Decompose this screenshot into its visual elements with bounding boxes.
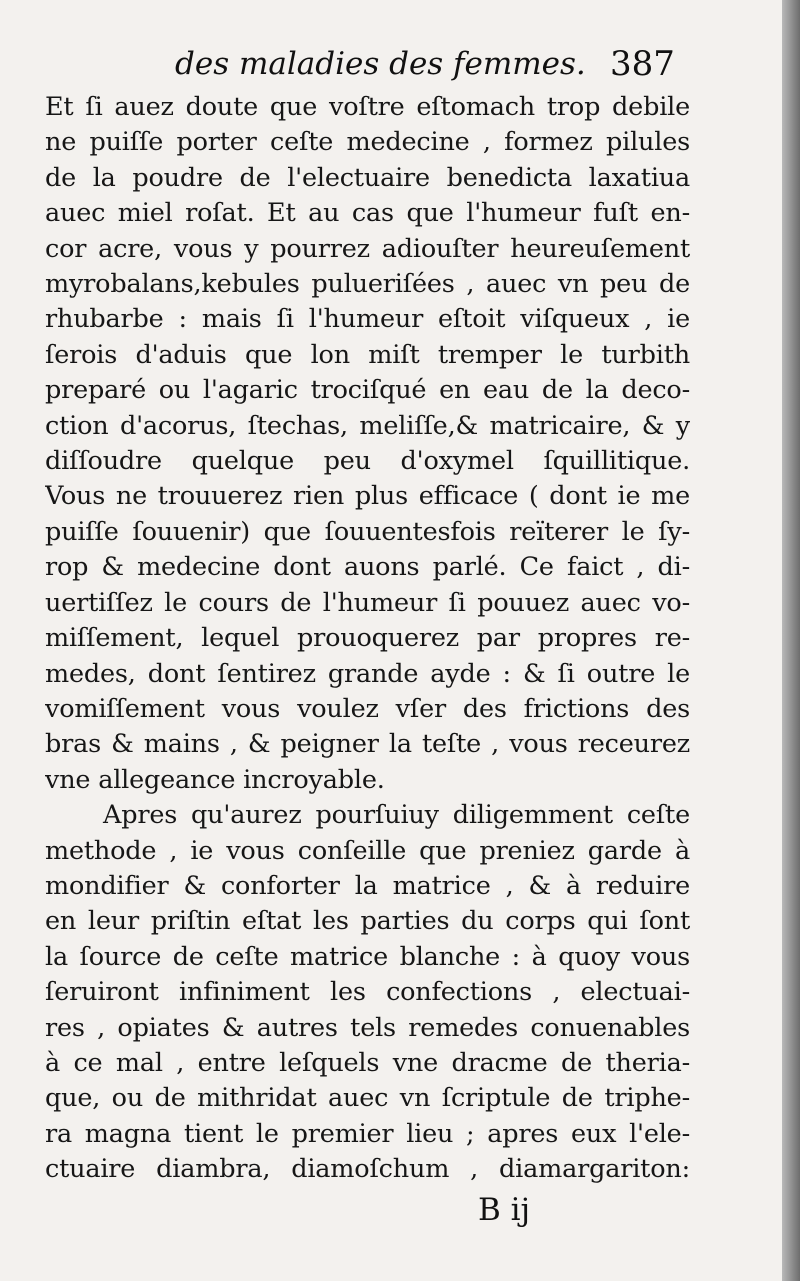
text-line: medes, dont ſentirez grande ayde : & ſi outre le xyxy=(45,658,690,689)
text-line: la ſource de ceſte matrice blanche : à quoy vous xyxy=(45,941,690,972)
text-line: ſerois d'aduis que lon miſt tremper le turbith xyxy=(45,339,690,370)
text-line: Apres qu'aurez pourſuiuy diligemment ceſte xyxy=(103,800,690,831)
page-edge-shadow xyxy=(782,0,800,1281)
text-line: de la poudre de l'electuaire benedicta laxatiua xyxy=(45,162,690,193)
running-head: des maladies des femmes. xyxy=(175,46,586,82)
text-line: uertiſſez le cours de l'humeur ſi pouuez auec vo- xyxy=(45,587,690,618)
text-line: methode , ie vous conſeille que preniez garde à xyxy=(45,835,690,866)
text-line: ſeruiront infiniment les confections , electuai- xyxy=(45,977,690,1008)
page-header xyxy=(45,40,685,90)
page-number: 387 xyxy=(610,44,675,84)
text-line: Vous ne trouuerez rien plus efficace ( dont ie me xyxy=(45,481,690,512)
text-line: Et ſi auez doute que voſtre eſtomach trop debile xyxy=(45,92,690,122)
text-line: res , opiates & autres tels remedes conuenables xyxy=(45,1012,690,1043)
text-line: ction d'acorus, ſtechas, meliſſe,& matricaire, & y xyxy=(45,410,690,441)
text-line: ra magna tient le premier lieu ; apres eux l'ele- xyxy=(45,1118,690,1149)
text-line: vomiſſement vous voulez vſer des frictions des xyxy=(45,693,690,724)
text-line: auec miel roſat. Et au cas que l'humeur fuſt en- xyxy=(45,198,690,229)
text-line: vne allegeance incroyable. xyxy=(45,764,385,795)
text-line: miſſement, lequel prouoquerez par propres re- xyxy=(45,623,690,654)
text-line: que, ou de mithridat auec vn ſcriptule de triphe- xyxy=(45,1083,690,1114)
text-line: rop & medecine dont auons parlé. Ce faict , di- xyxy=(45,552,690,583)
signature-mark: B ij xyxy=(478,1192,531,1228)
text-line: diſſoudre quelque peu d'oxymel ſquillitique. xyxy=(45,446,690,477)
text-line: ne puiſſe porter ceſte medecine , formez pilules xyxy=(45,127,690,158)
text-line: mondifier & conforter la matrice , & à reduire xyxy=(45,870,690,901)
text-line: en leur priſtin eſtat les parties du corps qui ſont xyxy=(45,906,690,937)
text-line: puiſſe ſouuenir) que ſouuentesfois reïterer le ſy- xyxy=(45,516,690,547)
text-line: cor acre, vous y pourrez adiouſter heureuſement xyxy=(45,233,690,264)
text-line: ctuaire diambra, diamoſchum , diamargariton: xyxy=(45,1154,690,1185)
body-text xyxy=(45,90,690,1188)
text-line: preparé ou l'agaric trociſqué en eau de la deco- xyxy=(45,375,690,406)
text-line: myrobalans,kebules pulueriſées , auec vn peu de xyxy=(45,269,690,300)
text-line: à ce mal , entre leſquels vne dracme de theria- xyxy=(45,1047,690,1078)
text-line: bras & mains , & peigner la teſte , vous receurez xyxy=(45,729,690,760)
text-line: rhubarbe : mais ſi l'humeur eſtoit viſqueux , ie xyxy=(45,304,690,335)
